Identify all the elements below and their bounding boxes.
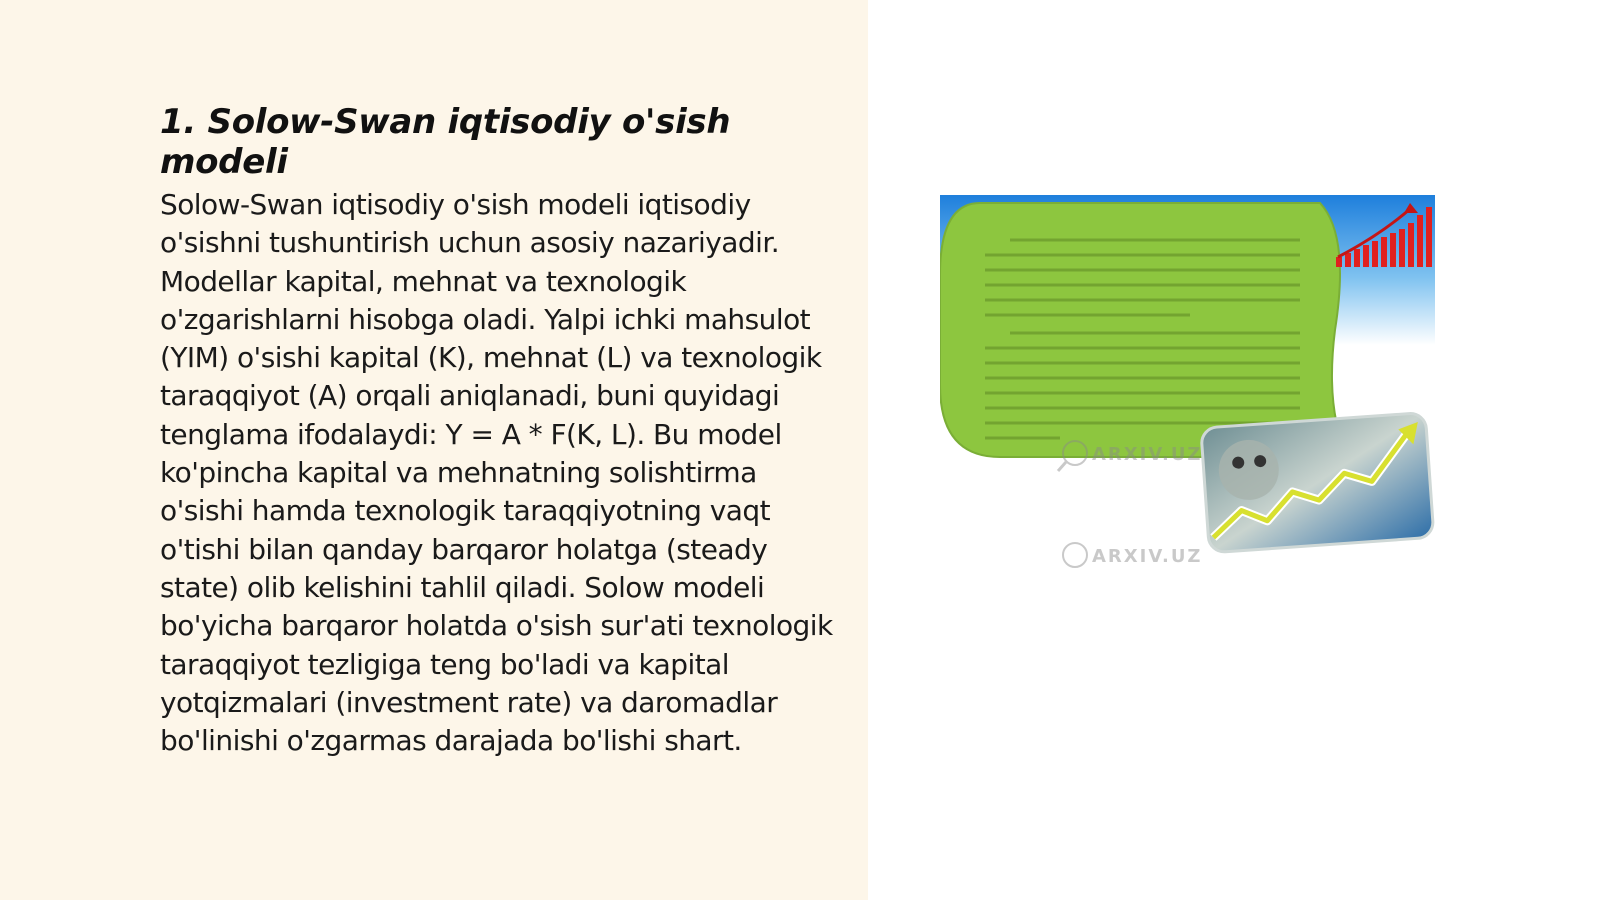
- slide-title: 1. Solow-Swan iqtisodiy o'sish modeli: [160, 102, 731, 182]
- watermark-2-text: ARXIV.UZ: [1092, 546, 1203, 567]
- watermark-1-text: ARXIV.UZ: [1092, 444, 1203, 465]
- economic-growth-illustration: [940, 195, 1450, 585]
- photo-card: [1201, 412, 1434, 552]
- slide-body-text: Solow-Swan iqtisodiy o'sish modeli iqtisodiy o'sishni tushuntirish uchun asosiy nazariyadir. Modellar kapital, mehnat va texnologik o'zgarishlarni hisobga oladi. Yalpi ichki mahsulot (YIM) o'sishi kapital (K), mehnat (L) va texnologik taraqqiyot (A) orqali aniqlanadi, buni quyidagi tenglama ifodalaydi: Y = A * F(K, L). Bu model ko'pincha kapital va mehnatning solishtirma o'sishi hamda texnologik taraqqiyotning vaqt o'tishi bilan qanday barqaror holatga (steady state) olib kelishini tahlil qiladi. Solow modeli bo'yicha barqaror holatda o'sish sur'ati texnologik taraqqiyot tezligiga teng bo'ladi va kapital yotqizmalari (investment rate) va daromadlar bo'linishi o'zgarmas darajada bo'lishi shart.: [160, 188, 833, 758]
- illustration-graphic: [940, 195, 1450, 585]
- watermark-2: [1063, 543, 1202, 567]
